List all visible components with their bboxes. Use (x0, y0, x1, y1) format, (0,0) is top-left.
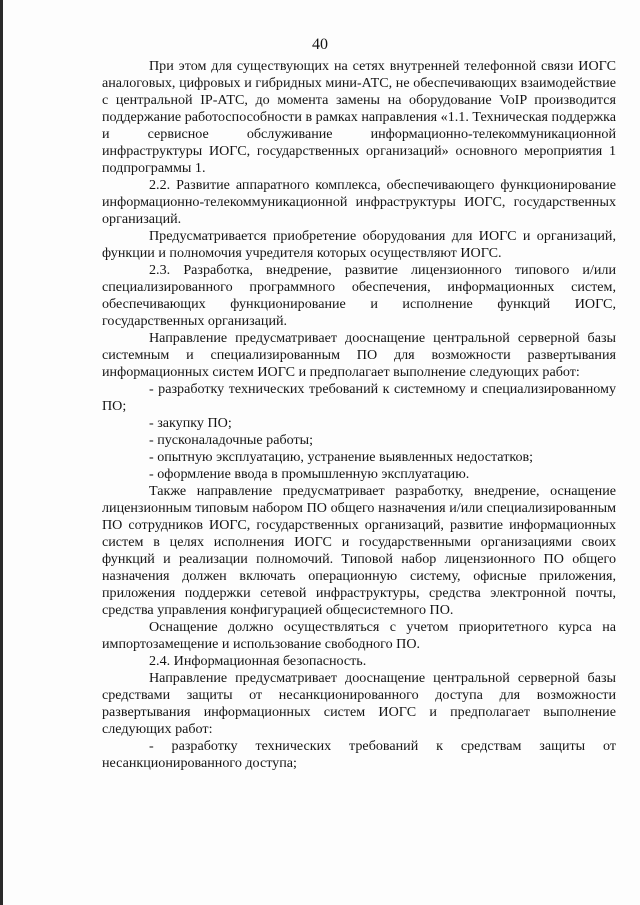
section-heading: 2.2. Развитие аппаратного комплекса, обеспечивающего функционирование информационно-телекоммуникационной инфраструктуры ИОГС, государственных организаций. (102, 177, 616, 227)
paragraph: Оснащение должно осуществляться с учетом приоритетного курса на импортозамещение и использование свободного ПО. (102, 619, 616, 652)
section-heading: 2.4. Информационная безопасность. (149, 653, 367, 669)
paragraph: Направление предусматривает дооснащение центральной серверной базы средствами защиты от несанкционированного доступа для возможности развертывания информационных систем ИОГС и предполагает выполнение следующих работ: (102, 670, 616, 737)
section-heading: 2.3. Разработка, внедрение, развитие лицензионного типового и/или специализированного программного обеспечения, информационных систем, обеспечивающих функционирование и исполнение функций ИОГС, государственных организаций. (102, 262, 616, 329)
paragraph: При этом для существующих на сетях внутренней телефонной связи ИОГС аналоговых, цифровых и гибридных мини-АТС, не обеспечивающих взаимодействие с центральной IP-АТС, до момента замены на оборудование VoIP производится поддержание работоспособности в рамках направления «1.1. Техническая поддержка и сервисное обслуживание информационно-телекоммуникационной инфраструктуры ИОГС, государственных организаций» основного мероприятия 1 подпрограммы 1. (102, 58, 616, 176)
paragraph: Предусматривается приобретение оборудования для ИОГС и организаций, функции и полномочия учредителя которых осуществляют ИОГС. (102, 228, 616, 261)
list-item: - пусконаладочные работы; (149, 432, 314, 448)
paragraph: Также направление предусматривает разработку, внедрение, оснащение лицензионным типовым набором ПО общего назначения и/или специализированным ПО сотрудников ИОГС, государственных организаций, развитие информационных систем в целях исполнения ИОГС и государственными организациями своих функций и реализации полномочий. Типовой набор лицензионного ПО общего назначения должен включать операционную систему, офисные приложения, приложения поддержки сетевой инфраструктуры, средства электронной почты, средства управления конфигурацией общесистемного ПО. (102, 483, 616, 618)
page-body (102, 58, 616, 772)
list-item: - закупку ПО; (149, 415, 232, 431)
list-item: - разработку технических требований к средствам защиты от несанкционированного доступа; (102, 738, 616, 771)
list-item: - оформление ввода в промышленную эксплуатацию. (149, 466, 470, 482)
list-item: - разработку технических требований к системному и специализированному ПО; (102, 381, 616, 414)
page-number: 40 (312, 36, 328, 53)
list-item: - опытную эксплуатацию, устранение выявленных недостатков; (149, 449, 534, 465)
scan-left-edge (0, 0, 3, 905)
paragraph: Направление предусматривает дооснащение центральной серверной базы системным и специализированным ПО для возможности развертывания информационных систем ИОГС и предполагает выполнение следующих работ: (102, 330, 616, 380)
